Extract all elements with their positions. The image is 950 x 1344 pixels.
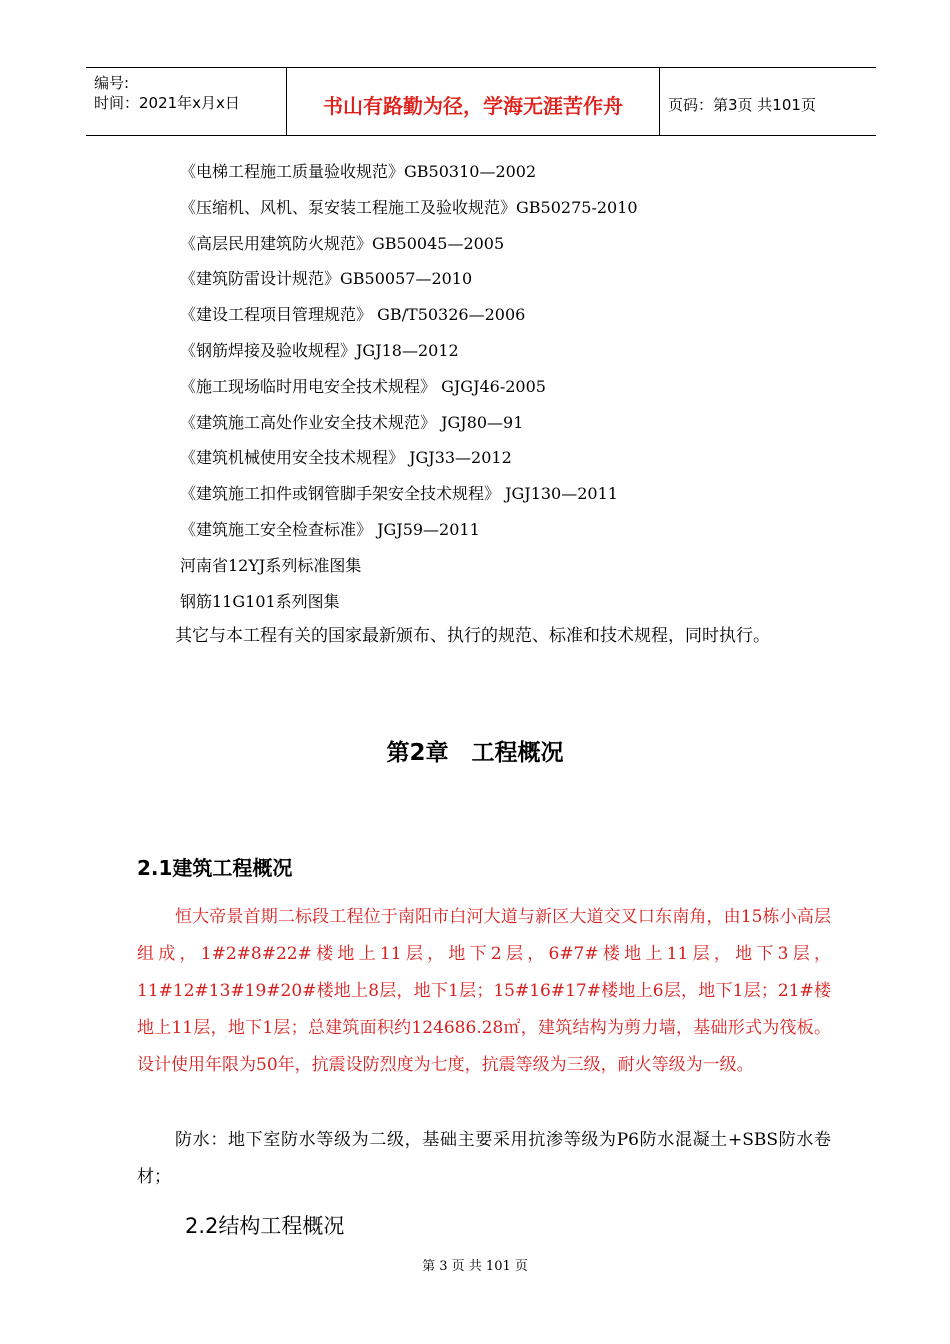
reference-item: 《建筑施工扣件或钢管脚手架安全技术规程》 JGJ130—2011	[180, 484, 618, 504]
reference-item: 《钢筋焊接及验收规程》JGJ18—2012	[180, 340, 459, 360]
reference-item: 《建筑机械使用安全技术规程》 JGJ33—2012	[180, 448, 512, 468]
page-footer: 第 3 页 共 101 页	[422, 1259, 528, 1274]
reference-item: 《建筑防雷设计规范》GB50057—2010	[180, 269, 473, 289]
reference-item: 钢筋11G101系列图集	[180, 591, 340, 611]
building-overview-paragraph: 恒大帝景首期二标段工程位于南阳市白河大道与新区大道交叉口东南角，由15栋小高层组成，1#2#8#22#楼地上11层，地下2层，6#7#楼地上11层，地下3层，11#12#13#19#20#楼地上8层，地下1层；15#16#17#楼地上6层，地下1层；21#楼地上11层，地下1层；总建筑面积约124686.28㎡，建筑结构为剪力墙，基础形式为筏板。设计使用年限为50年，抗震设防烈度为七度，抗震等级为三级，耐火等级为一级。	[137, 907, 831, 1075]
reference-list	[180, 158, 638, 623]
reference-item: 《压缩机、风机、泵安装工程施工及验收规范》GB50275-2010	[180, 197, 638, 217]
reference-item: 《电梯工程施工质量验收规范》GB50310—2002	[180, 162, 537, 181]
reference-item: 河南省12YJ系列标准图集	[180, 555, 362, 575]
header-motto: 书山有路勤为径，学海无涯苦作舟	[323, 94, 623, 118]
other-standards-paragraph: 其它与本工程有关的国家最新颁布、执行的规范、标准和技术规程，同时执行。	[175, 626, 770, 646]
header-page-cell	[660, 68, 876, 135]
header-page-info: 页码：第3页 共101页	[668, 96, 816, 114]
document-time-label: 时间：2021年x月x日	[94, 94, 240, 112]
chapter-title: 第2章 工程概况	[386, 740, 564, 766]
section-heading-building: 2.1建筑工程概况	[137, 856, 293, 880]
header-motto-cell	[286, 68, 660, 135]
document-number-label: 编号:	[94, 74, 130, 92]
waterproof-paragraph: 防水：地下室防水等级为二级，基础主要采用抗渗等级为P6防水混凝土+SBS防水卷材；	[137, 1130, 831, 1187]
section-heading-structure: 2.2结构工程概况	[185, 1214, 345, 1238]
reference-item: 《施工现场临时用电安全技术规程》 GJGJ46-2005	[180, 376, 546, 396]
reference-item: 《建设工程项目管理规范》 GB/T50326—2006	[180, 305, 526, 325]
reference-item: 《建筑施工安全检查标准》 JGJ59—2011	[180, 519, 480, 539]
page-header	[86, 67, 876, 136]
reference-item: 《高层民用建筑防火规范》GB50045—2005	[180, 233, 505, 253]
reference-item: 《建筑施工高处作业安全技术规范》 JGJ80—91	[180, 412, 524, 432]
header-meta	[86, 68, 286, 135]
